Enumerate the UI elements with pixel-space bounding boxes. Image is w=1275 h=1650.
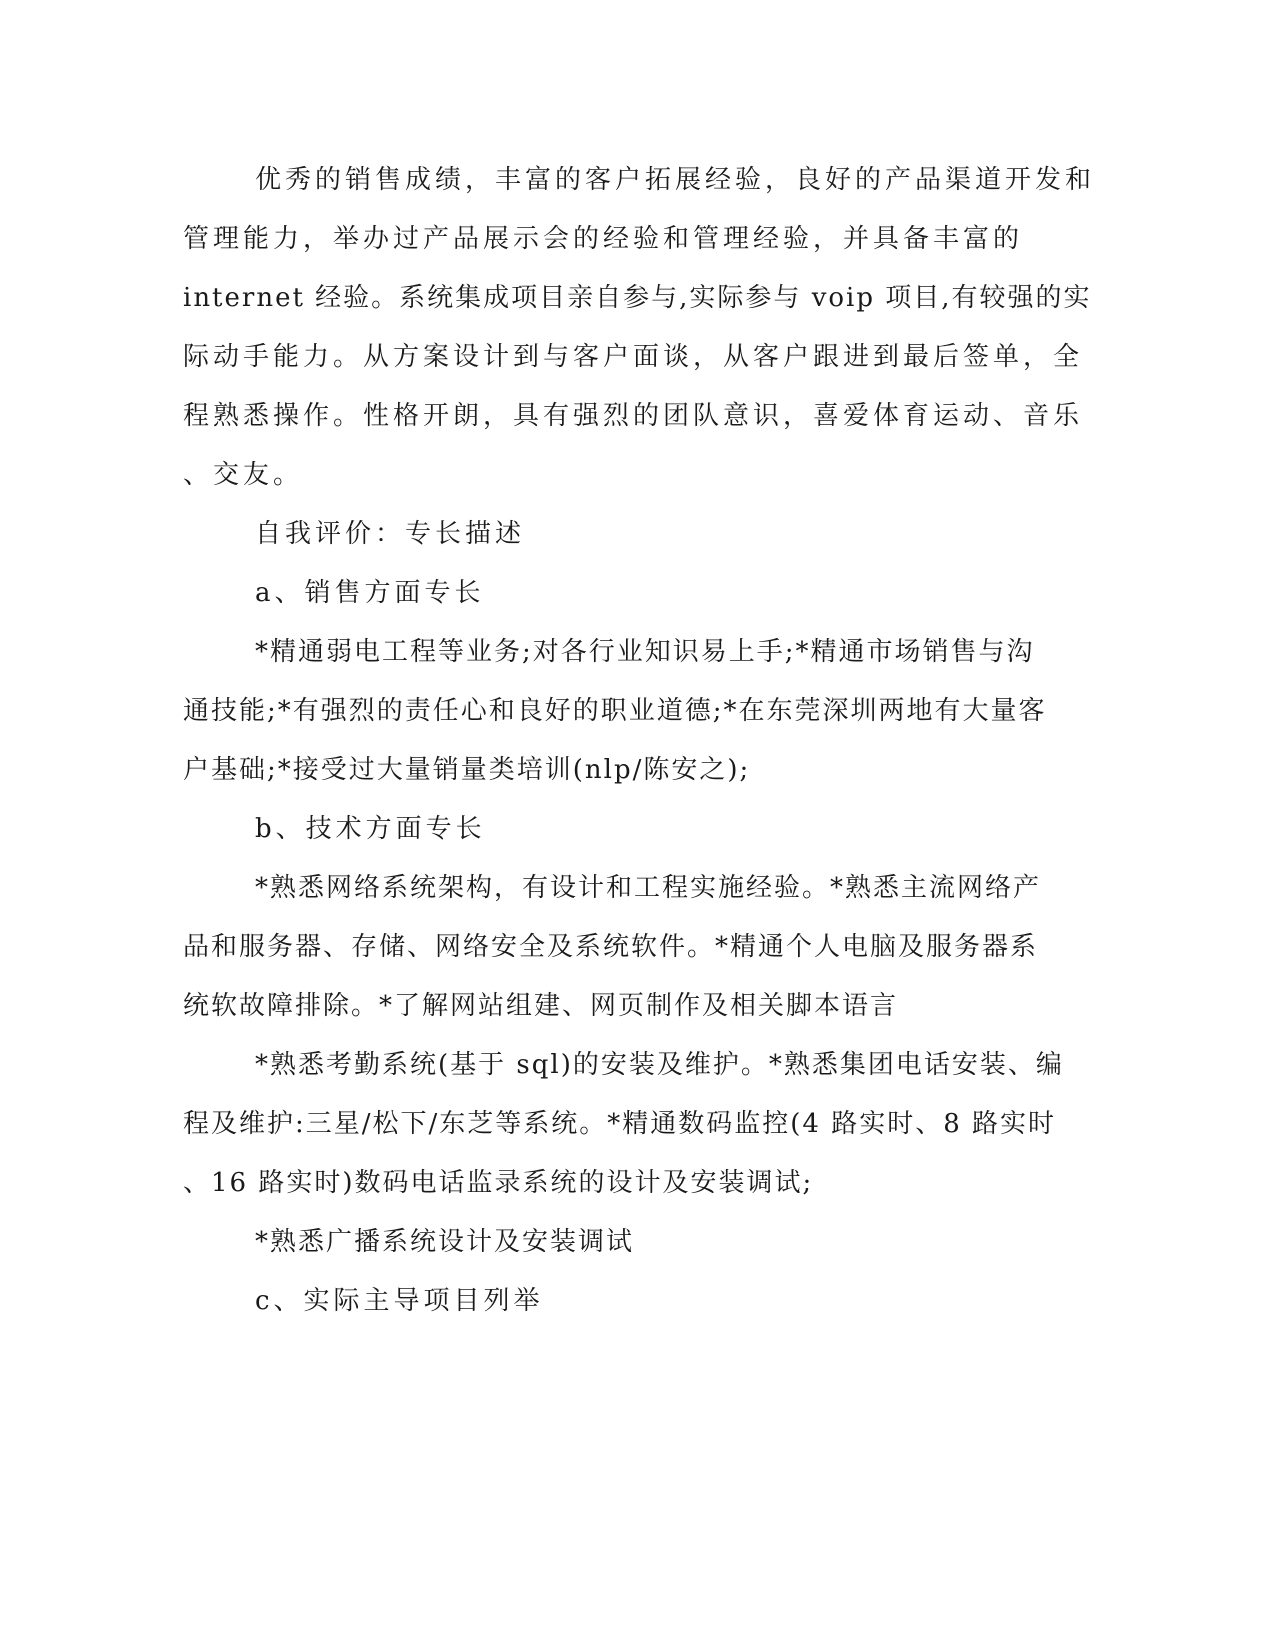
paragraph-1-line-1: 优秀的销售成绩，丰富的客户拓展经验，良好的产品渠道开发和 [255,165,1096,195]
technical-skills-line-5: 程及维护:三星/松下/东芝等系统。*精通数码监控(4 路实时、8 路实时 [183,1109,1057,1139]
subheading-sales-skills: a、销售方面专长 [255,578,485,608]
paragraph-1-line-4: 际动手能力。从方案设计到与客户面谈，从客户跟进到最后签单，全 [183,342,1084,372]
sales-skills-line-3: 户基础;*接受过大量销量类培训(nlp/陈安之); [183,755,751,785]
paragraph-1-line-5: 程熟悉操作。性格开朗，具有强烈的团队意识，喜爱体育运动、音乐 [183,401,1084,431]
technical-skills-line-1: *熟悉网络系统架构，有设计和工程实施经验。*熟悉主流网络产 [255,873,1042,903]
technical-skills-line-3: 统软故障排除。*了解网站组建、网页制作及相关脚本语言 [183,991,899,1021]
subheading-technical-skills: b、技术方面专长 [255,814,486,844]
paragraph-1-line-2: 管理能力，举办过产品展示会的经验和管理经验，并具备丰富的 [183,224,1024,254]
technical-skills-line-4: *熟悉考勤系统(基于 sql)的安装及维护。*熟悉集团电话安装、编 [255,1050,1064,1080]
technical-skills-line-2: 品和服务器、存储、网络安全及系统软件。*精通个人电脑及服务器系 [183,932,1039,962]
technical-skills-line-6: 、16 路实时)数码电话监录系统的设计及安装调试; [183,1168,814,1198]
subheading-projects: c、实际主导项目列举 [255,1286,544,1316]
sales-skills-line-2: 通技能;*有强烈的责任心和良好的职业道德;*在东莞深圳两地有大量客 [183,696,1047,726]
section-heading-self-evaluation: 自我评价：专长描述 [255,519,526,549]
technical-skills-line-7: *熟悉广播系统设计及安装调试 [255,1227,635,1257]
paragraph-1-line-3: internet 经验。系统集成项目亲自参与,实际参与 voip 项目,有较强的实 [183,283,1092,313]
paragraph-1-line-6: 、交友。 [183,460,304,490]
sales-skills-line-1: *精通弱电工程等业务;对各行业知识易上手;*精通市场销售与沟 [255,637,1035,667]
